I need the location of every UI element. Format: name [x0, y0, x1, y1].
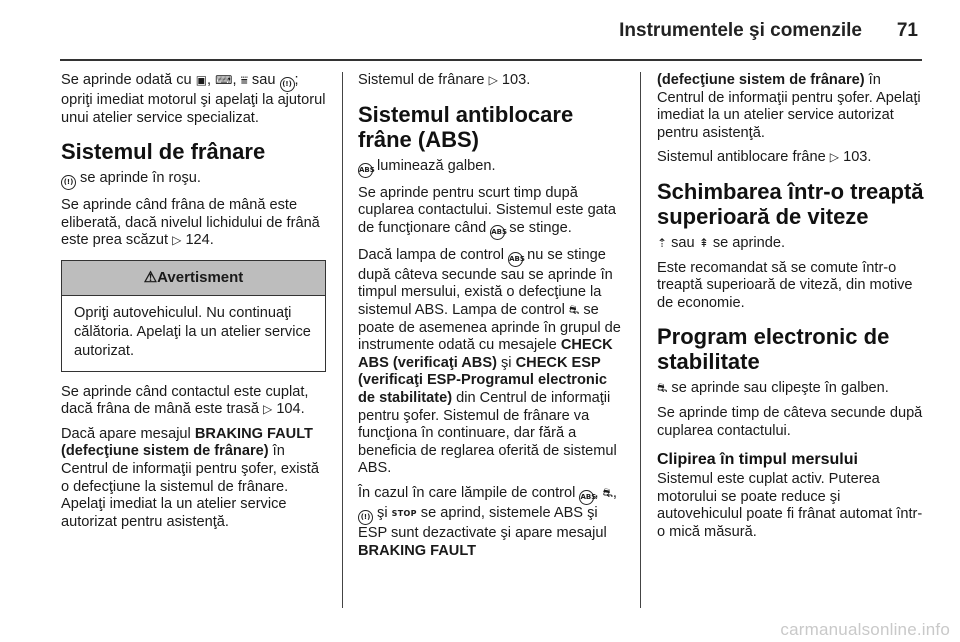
abs-icon: ABS	[579, 490, 594, 505]
paragraph-abs-esp-disabled: În cazul în care lămpile de control ABS, ⛐, (!) şi STOP se aprind, sistemele ABS şi ESP sunt dezactivate şi apare mesajul BRAKING FAULT	[358, 484, 617, 559]
heading-upshift: Schimbarea într-o treaptă superioară de viteze	[657, 178, 924, 229]
upshift-arrow-icon: ⇡	[657, 235, 668, 250]
stop-icon: STOP	[391, 508, 417, 518]
watermark: carmanualsonline.info	[780, 620, 950, 639]
warning-box	[61, 260, 326, 372]
coolant-temperature-icon: ⩸	[240, 73, 248, 87]
battery-icon: ▣	[195, 73, 208, 87]
abs-icon: ABS	[490, 225, 505, 240]
paragraph-brake-red: (!) se aprinde în roşu.	[61, 170, 326, 190]
brake-warning-icon: (!)	[280, 77, 295, 92]
paragraph-braking-fault: Dacă apare mesajul BRAKING FAULT (defecţiune sistem de frânare) în Centrul de informaţii pentru şofer, există o defecţiune la sistemul de frânare. Apelaţi imediat la un atelier service autorizat pentru asistenţă.	[61, 425, 319, 530]
abs-icon: ABS	[508, 252, 523, 267]
page-reference-icon: ▷	[829, 150, 840, 165]
paragraph-handbrake: Se aprinde când contactul este cuplat, dacă frâna de mână este trasă ▷ 104.	[61, 383, 309, 418]
warning-icon: ⚠	[143, 268, 158, 286]
paragraph-abs-ref: Sistemul antiblocare frâne ▷ 103.	[657, 149, 872, 166]
abs-icon: ABS	[358, 163, 373, 178]
page-number: 71	[896, 20, 918, 41]
heading-blink-driving: Clipirea în timpul mersului	[657, 451, 858, 469]
page-reference-icon: ▷	[488, 73, 498, 87]
paragraph-esp-startup: Se aprinde timp de câteva secunde după cuplarea contactului.	[657, 404, 923, 439]
page-reference-icon: ▷	[263, 402, 273, 417]
warning-body: Opriţi autovehiculul. Nu continuaţi călătoria. Apelaţi la un atelier service autorizat.	[74, 304, 311, 359]
brake-warning-icon: (!)	[61, 175, 76, 190]
esp-car-icon: ⛐	[657, 381, 668, 396]
column-2	[358, 72, 625, 567]
heading-esp: Program electronic de stabilitate	[657, 324, 890, 375]
column-divider-2	[640, 72, 641, 608]
paragraph-abs-fault: Dacă lampa de control ABS nu se stinge după câteva secunde sau se aprinde în timpul mersului, există o defecţiune la sistemul ABS. Lampa de control ⛐ se poate de asemenea aprinde în grupul de instrumente odată cu mesajele CHECK ABS (verificaţi ABS) şi CHECK ESP (verificaţi ESP-Programul electronic de stabilitate) din Centrul de informaţii pentru şofer. Sistemul de frânare va funcţiona în continuare, dar fără a beneficia de reglarea oferită de sistemul ABS.	[358, 246, 621, 477]
page-reference-icon: ▷	[172, 233, 182, 248]
upshift-arrow-icon-alt: ⇞	[698, 235, 709, 250]
paragraph-brake-fault-cont: (defecţiune sistem de frânare) în Centrul de informaţii pentru şofer. Apelaţi imediat la un atelier service autorizat pentru asistenţă.	[657, 72, 921, 141]
paragraph-brake-ref: Sistemul de frânare ▷ 103.	[358, 72, 531, 88]
page-header	[0, 0, 960, 58]
paragraph-abs-startup: Se aprinde pentru scurt timp după cuplarea contactului. Sistemul este gata de funcţionare când ABS se stinge.	[358, 185, 625, 240]
paragraph-upshift-light: ⇡ sau ⇞ se aprinde.	[657, 234, 786, 251]
brake-warning-icon: (!)	[358, 510, 373, 525]
paragraph-abs-yellow: ABS luminează galben.	[358, 158, 625, 178]
header-rule	[60, 59, 922, 61]
paragraph-esp-light: ⛐ se aprinde sau clipeşte în galben.	[657, 380, 889, 397]
oil-pressure-icon: ⌨	[215, 73, 233, 87]
heading-abs: Sistemul antiblocare frâne (ABS)	[358, 101, 574, 152]
esp-car-icon: ⛐	[602, 485, 613, 500]
column-1	[61, 72, 326, 538]
paragraph-esp-active: Sistemul este cuplat activ. Puterea motorului se poate reduce şi autovehiculul poate fi frânat automat într-o mică măsură.	[657, 471, 923, 540]
column-divider-1	[342, 72, 343, 608]
paragraph-upshift-advice: Este recomandat să se comute într-o treaptă superioară de viteză, din motive de economie.	[657, 259, 913, 311]
paragraph-brake-fluid: Se aprinde când frâna de mână este eliberată, dacă nivelul lichidului de frână este prea scăzut ▷ 124.	[61, 197, 320, 249]
warning-header: ⚠Avertisment	[62, 261, 325, 296]
column-3	[657, 72, 925, 549]
header-title: Instrumentele şi comenzile	[619, 20, 862, 41]
heading-brake-system: Sistemul de frânare	[61, 139, 266, 165]
paragraph-warning-lights: Se aprinde odată cu ▣, ⌨, ⩸ sau (!) ; opriţi imediat motorul şi apelaţi la ajutorul unui atelier service specializat.	[61, 72, 326, 126]
esp-car-icon: ⛐	[568, 302, 580, 317]
